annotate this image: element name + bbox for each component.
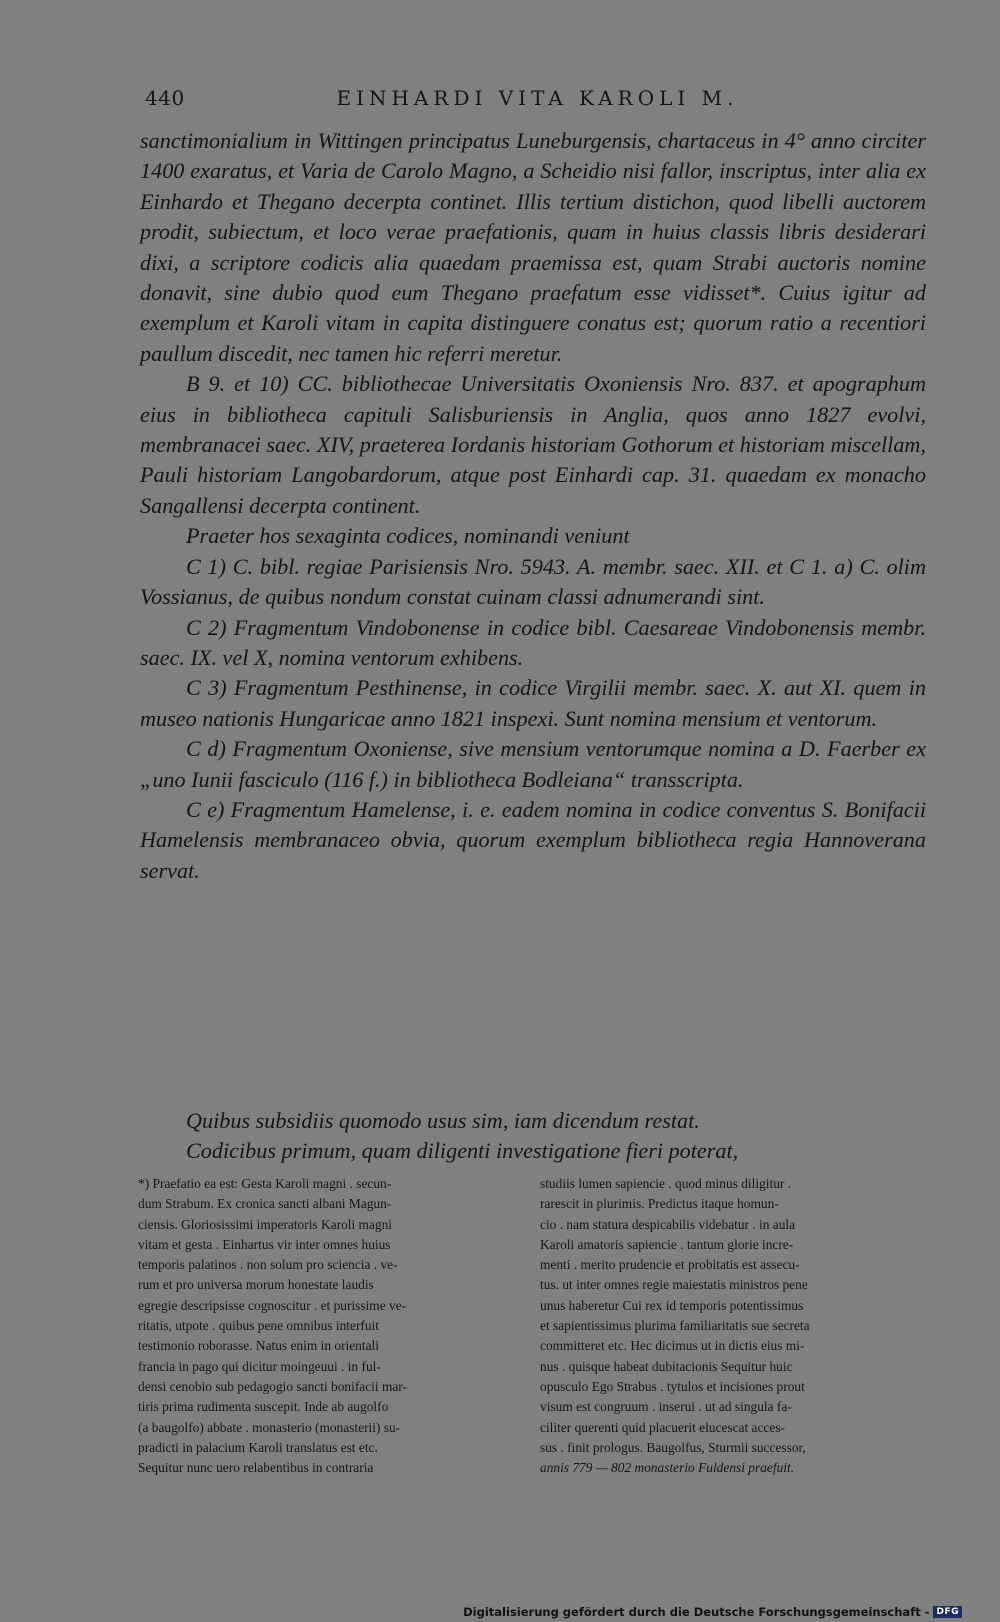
- paragraph-1: sanctimonialium in Wittingen principatus Luneburgensis, chartaceus in 4° anno circiter 1400 exaratus, et Varia de Carolo Magno, a Scheidio nisi fallor, inscriptus, inter alia ex Einhardo et Thegano decerpta continet. Illis tertium distichon, quod libelli auctorem prodit, subiectum, et loco verae praefationis, quam in huius classis libris desiderari dixi, a scriptore codicis alia quaedam praemissa est, quam Strabi auctoris nomine donavit, sine dubio quod eum Thegano praefatum esse vidisset*. Cuius igitur ad exemplum et Karoli vitam in capita distinguere conatus est; quorum ratio a recentiori paullum discedit, nec tamen hic referri meretur.: [140, 128, 926, 366]
- paragraph-4: C 1) C. bibl. regiae Parisiensis Nro. 5943. A. membr. saec. XII. et C 1. a) C. olim Vossianus, de quibus nondum constat cuinam classi adnumerandi sint.: [140, 553, 926, 610]
- footnote-line: pradicti in palacium Karoli translatus est etc.: [138, 1439, 378, 1455]
- footnote-line: studiis lumen sapiencie . quod minus diligitur .: [540, 1176, 792, 1191]
- footnote-line: unus haberetur Cui rex id temporis potentissimus: [540, 1297, 804, 1313]
- footnote-line: dum Strabum. Ex cronica sancti albani Magun-: [138, 1196, 392, 1212]
- footnote-line: et sapientissimus plurima familiaritatis sue secreta: [540, 1318, 810, 1334]
- paragraph-6: C 3) Fragmentum Pesthinense, in codice Virgilii membr. saec. X. aut XI. quem in museo nationis Hungaricae anno 1821 inspexi. Sunt nomina mensium et ventorum.: [140, 675, 926, 731]
- paragraph-3: Praeter hos sexaginta codices, nominandi veniunt: [186, 523, 630, 549]
- footnote-line: temporis palatinos . non solum pro sciencia . ve-: [138, 1257, 398, 1273]
- footnote-line: annis 779 — 802 monasterio Fuldensi praefuit.: [540, 1460, 795, 1476]
- footnote-line: *) Praefatio ea est: Gesta Karoli magni . secun-: [138, 1176, 392, 1191]
- footnote-line: francia in pago qui dicitur moingeuui . in ful-: [138, 1358, 381, 1374]
- footnote-line: testimonio roborasse. Natus enim in orientali: [138, 1338, 379, 1354]
- footnote-line: densi cenobio sub pedagogio sancti bonifacii mar-: [138, 1378, 407, 1394]
- footnote-line: Sequitur nunc uero relabentibus in contraria: [138, 1460, 374, 1476]
- running-title: EINHARDI VITA KAROLI M.: [336, 86, 739, 110]
- paragraph-7: C d) Fragmentum Oxoniense, sive mensium ventorumque nomina a D. Faerber ex „uno Iunii fasciculo (116 f.) in bibliotheca Bodleiana“ transscripta.: [140, 736, 926, 792]
- closing-line-2: Codicibus primum, quam diligenti investigatione fieri poterat,: [186, 1138, 739, 1164]
- page-header: [145, 86, 930, 116]
- footnote-line: ritatis, utpote . quibus pene omnibus interfuit: [138, 1318, 379, 1334]
- footnote-line: opusculo Ego Strabus . tytulos et incisiones prout: [540, 1378, 805, 1394]
- footnote-right-column: [540, 1174, 924, 1478]
- footnote-line: Karoli amatoris sapiencie . tantum glorie incre-: [540, 1236, 794, 1252]
- page-number: 440: [145, 86, 185, 110]
- footnote-line: cio . nam statura despicabilis videbatur . in aula: [540, 1216, 796, 1232]
- paragraph-5: C 2) Fragmentum Vindobonense in codice bibl. Caesareae Vindobonensis membr. saec. IX. vel X, nomina ventorum exhibens.: [140, 614, 926, 670]
- footnote-line: ciensis. Gloriosissimi imperatoris Karoli magni: [138, 1216, 393, 1232]
- footnote-line: egregie descripsisse cognoscitur . et purissime ve-: [138, 1297, 407, 1313]
- footnote-line: vitam et gesta . Einhartus vir inter omnes huius: [138, 1236, 391, 1252]
- footnote-line: ciliter querenti quid placuerit elucescat acces-: [540, 1419, 785, 1435]
- main-text: [140, 126, 926, 886]
- credit-text: Digitalisierung gefördert durch die Deutsche Forschungsgemeinschaft -: [463, 1605, 930, 1619]
- footnote-line: tus. ut inter omnes regie maiestatis ministros pene: [540, 1277, 808, 1293]
- footnote-line: menti . merito prudencie et probitatis est assecu-: [540, 1257, 800, 1273]
- dfg-logo: DFG: [933, 1606, 962, 1618]
- footnote-line: nus . quisque habeat dubitacionis Sequitur huic: [540, 1358, 793, 1374]
- paragraph-2: B 9. et 10) CC. bibliothecae Universitatis Oxoniensis Nro. 837. et apographum eius in bibliotheca capituli Salisburiensis in Anglia, quos anno 1827 evolvi, membranacei saec. XIV, praeterea Iordanis historiam Gothorum et historiam miscellam, Pauli historiam Langobardorum, atque post Einhardi cap. 31. quaedam ex monacho Sangallensi decerpta continent.: [140, 371, 926, 518]
- footnote-line: (a baugolfo) abbate . monasterio (monasterii) su-: [138, 1419, 401, 1435]
- footnote-line: visum est congruum . inserui . ut ad singula fa-: [540, 1399, 792, 1415]
- footnote-line: rarescit in plurimis. Predictus itaque homun-: [540, 1196, 779, 1212]
- footnote-line: committeret etc. Hec dicimus ut in dictis eius mi-: [540, 1338, 805, 1354]
- paragraph-8: C e) Fragmentum Hamelense, i. e. eadem nomina in codice conventus S. Bonifacii Hamelensis membranaceo obvia, quorum exemplum bibliotheca regia Hannoverana servat.: [140, 796, 926, 883]
- footnote-line: sus . finit prologus. Baugolfus, Sturmii successor,: [540, 1439, 806, 1455]
- closing-text: [140, 1106, 926, 1167]
- footnote-left-column: [138, 1174, 518, 1478]
- footnote-line: tiris prima rudimenta suscepit. Inde ab augolfo: [138, 1399, 389, 1415]
- closing-line-1: Quibus subsidiis quomodo usus sim, iam dicendum restat.: [186, 1108, 700, 1133]
- digitization-credit: [463, 1605, 962, 1619]
- footnote-line: rum et pro universa morum honestate laudis: [138, 1277, 374, 1293]
